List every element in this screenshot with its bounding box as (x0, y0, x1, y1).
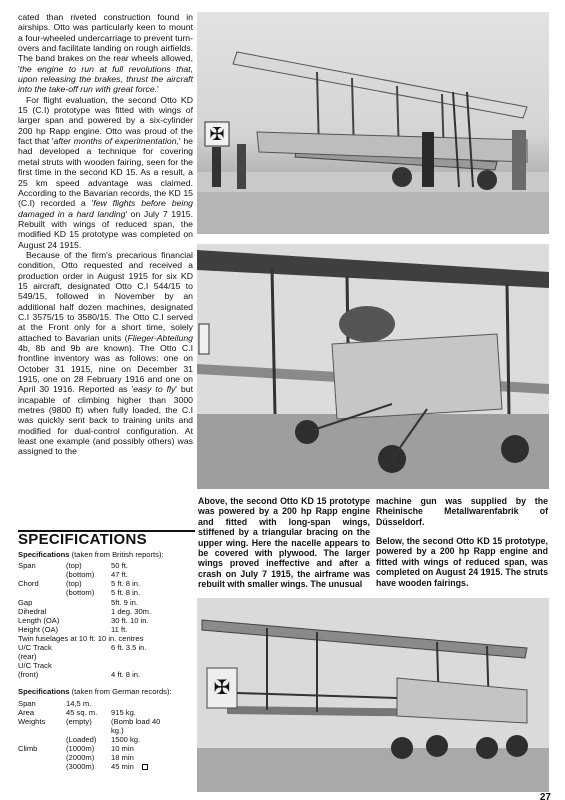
article-body (18, 12, 193, 457)
spec-cell (66, 607, 111, 616)
spec-cell: (empty) (66, 716, 92, 726)
spec-cell: (Loaded) (66, 734, 97, 744)
spec-cell: kg.) (111, 725, 124, 735)
spec-cell (66, 661, 111, 670)
spec-cell: (front) (18, 670, 39, 680)
spec-cell: 4 ft. 8 in. (111, 670, 141, 680)
spec-cell: (2000m) (66, 753, 95, 763)
spec-cell (66, 670, 111, 679)
text-run: 4b, 8b and 9b are known). The Otto C.I frontline inventory was as follows: one on October 31 1915, nine on December 31 1915, one on 28 February 1916 and one on April 30 1916. Reported as ' (18, 343, 193, 395)
spec-cell (18, 726, 66, 735)
spec-cell: 1500 kg. (111, 734, 141, 744)
body-paragraph (18, 250, 193, 457)
spec-cell: (1000m) (66, 743, 95, 753)
spec-row (18, 762, 195, 771)
specifications-title: SPECIFICATIONS (18, 531, 147, 548)
spec-cell: Dihedral (18, 606, 47, 616)
spec-cell: 915 kg. (111, 707, 136, 717)
text-run: For flight evaluation, the second Otto KD 15 (C.I) prototype was fitted with wings of larger span and powered by a six-cylinder 200 hp Rapp engine. Otto was proud of the fact that ' (18, 94, 193, 147)
spec-cell: Area (18, 707, 35, 717)
spec-row (18, 579, 195, 588)
british-specs-heading: Specifications (taken from British reports): (18, 550, 164, 560)
spec-cell (18, 735, 66, 744)
spec-row (18, 643, 195, 661)
spec-row (18, 661, 195, 670)
spec-row (18, 588, 195, 597)
spec-cell: Span (18, 561, 36, 571)
spec-cell (111, 661, 195, 670)
spec-row (18, 726, 195, 735)
spec-cell (18, 570, 66, 579)
spec-cell: Gap (18, 597, 33, 607)
spec-cell: 10 min (111, 743, 134, 753)
spec-cell: Height (OA) (18, 624, 59, 634)
spec-cell: Weights (18, 716, 46, 726)
spec-cell: (top) (66, 579, 82, 589)
spec-row (18, 570, 195, 579)
svg-text:✠: ✠ (213, 675, 231, 699)
svg-text:✠: ✠ (209, 124, 225, 145)
text-run: ' but incapable of climbing higher than 3000 metres (9800 ft) when fully loaded, the C.I was quickly sent back to training units and modified for dual-control configuration. At least one example (and possibly others) was assigned to the (18, 384, 193, 457)
spec-cell (66, 616, 111, 625)
spec-cell (66, 643, 111, 661)
text-run: cated than riveted construction found in airships. Otto was particularly keen to mount a four-wheeled undercarriage to prevent turn-overs and facilitate landing on rough airfields. The band brakes on the rear wheels allowed, ' (18, 12, 193, 74)
page-number: 27 (539, 792, 551, 800)
photo-aircraft-side-view (197, 598, 549, 792)
spec-cell: 6 ft. 3.5 in. (111, 643, 147, 653)
spec-cell: 5 ft. 8 in. (111, 588, 141, 598)
spec-row (18, 717, 195, 726)
caption-middle-right-2: Below, the second Otto KD 15 prototype, powered by a 200 hp Rapp engine and fitted with wings of reduced span, was completed on August 24 1915. The struts have wooden fairings. (376, 536, 548, 588)
spec-row (18, 744, 195, 753)
spec-cell: 45 min (111, 762, 195, 771)
spec-cell: (Bomb load 40 (111, 716, 161, 726)
spec-cell: 5 ft. 8 in. (111, 579, 141, 589)
german-specs-heading: Specifications (taken from German records): (18, 687, 172, 697)
photo-nacelle-closeup (197, 244, 549, 489)
italic-quote: few flights before being damaged in a hard landing (18, 198, 193, 219)
spec-row (18, 607, 195, 616)
caption-middle-left: Above, the second Otto KD 15 prototype was powered by a 200 hp Rapp engine and fitted with long-span wings, stiffened by a triangular bracing on the upper wing. Here the nacelle appears to be covered with plywood. The larger wings proved ineffective and after a crash on July 7 1915, the airframe was rebuilt with smaller wings. The unusual (198, 496, 370, 590)
spec-cell: 14,5 m. (66, 698, 92, 708)
body-paragraph (18, 12, 193, 95)
spec-row (18, 735, 195, 744)
spec-cell (111, 699, 195, 708)
spec-cell: 5ft. 9 in. (111, 597, 139, 607)
spec-cell: Span (18, 698, 36, 708)
spec-row (18, 625, 195, 634)
spec-cell: (3000m) (66, 762, 95, 772)
italic-quote: the engine to run at full revolutions that, upon releasing the brakes, thrust the aircraft into the take-off run with great force. (18, 63, 193, 95)
german-specs-table (18, 699, 195, 772)
spec-cell (18, 762, 66, 771)
spec-cell: U/C Track (rear) (18, 643, 52, 662)
text-run: Because of the firm's precarious financial condition, Otto requested and received a production order in August 1915 for six KD 15 aircraft, designated Otto C.I 544/15 to 549/15, followed in November by an additional half dozen machines, designated C.I 3575/15 to 3580/15. The Otto C.I served at the Front only for a short time, solely attached to Bavarian units ( (18, 249, 193, 343)
spec-cell: (bottom) (66, 570, 95, 580)
spec-row (18, 616, 195, 625)
spec-cell (18, 588, 66, 597)
spec-cell: (top) (66, 561, 82, 571)
text-run: ' (157, 84, 159, 95)
text-run: ' he had developed a technique for covering metal struts with wooden fairing, seen for the first time in the second KD 15. As a result, a 25 km speed advantage was claimed. According to the Bavarian records, the KD 15 (C.I) recorded a ' (18, 136, 193, 209)
spec-row (18, 699, 195, 708)
italic-quote: after months of experimentation, (53, 136, 179, 147)
british-specs-table-2 (18, 643, 195, 679)
spec-cell: 45 sq. m. (66, 707, 98, 717)
spec-cell: 47 ft. (111, 570, 128, 580)
spec-row (18, 753, 195, 762)
caption-middle-right-1: machine gun was supplied by the Rheinische Metallwarenfabrik of Düsseldorf. (376, 496, 548, 527)
photo-aircraft-with-crew (197, 12, 549, 234)
spec-cell: U/C Track (18, 661, 52, 671)
spec-cell (66, 726, 111, 735)
text-run: ' on July 7 1915. Rebuilt with wings of reduced span, the modified KD 15 prototype was completed on August 24 1915. (18, 208, 193, 250)
spec-cell: Length (OA) (18, 615, 60, 625)
spec-cell: 50 ft. (111, 561, 128, 571)
end-mark-icon (142, 764, 148, 770)
italic-quote: easy to fly (133, 384, 176, 395)
british-specs-table (18, 561, 195, 634)
italic-quote: Flieger-Abteilung (127, 332, 193, 343)
spec-row (18, 708, 195, 717)
spec-row (18, 561, 195, 570)
spec-cell: Chord (18, 579, 39, 589)
spec-cell: 30 ft. 10 in. (111, 615, 149, 625)
spec-cell: 18 min (111, 753, 134, 763)
spec-cell (66, 598, 111, 607)
body-paragraph (18, 95, 193, 250)
spec-row (18, 598, 195, 607)
specifications-panel (18, 530, 195, 792)
spec-cell (66, 625, 111, 634)
spec-cell: 1 deg. 30m. (111, 606, 152, 616)
spec-cell: 11 ft. (111, 624, 128, 634)
spec-cell (18, 753, 66, 762)
spec-cell: (bottom) (66, 588, 95, 598)
spec-row (18, 670, 195, 679)
twin-fuselages-note: Twin fuselages at 10 ft. 10 in. centres (18, 633, 144, 643)
spec-cell: Climb (18, 743, 38, 753)
